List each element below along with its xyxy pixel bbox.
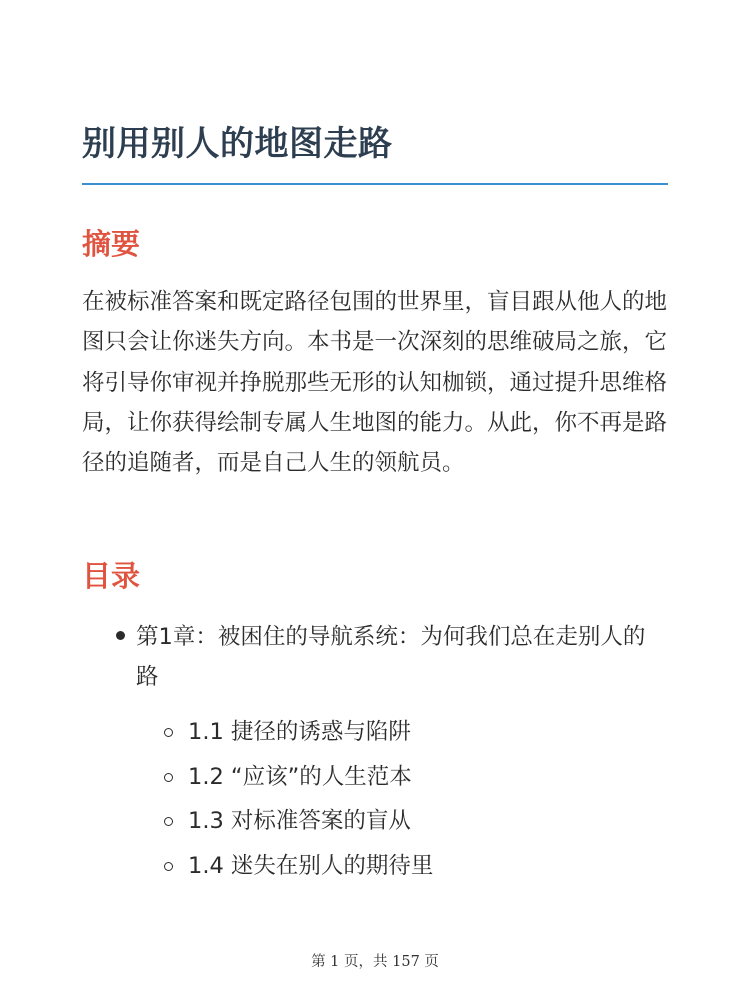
title-divider	[82, 183, 668, 185]
toc-section-item[interactable]	[82, 846, 668, 886]
hollow-bullet-icon	[164, 773, 173, 782]
toc-section-label: 1.4 迷失在别人的期待里	[188, 853, 434, 879]
bullet-dot-icon	[116, 631, 125, 640]
hollow-bullet-icon	[164, 817, 173, 826]
toc-section-label: 1.1 捷径的诱惑与陷阱	[188, 719, 411, 745]
toc-section-item[interactable]	[82, 801, 668, 841]
document-page	[82, 0, 668, 1000]
toc-section-item[interactable]	[82, 712, 668, 752]
toc-chapter-label: 第1章：被困住的导航系统：为何我们总在走别人的路	[136, 624, 646, 690]
page-number-footer: 第 1 页，共 157 页	[311, 954, 439, 970]
toc-heading: 目录	[82, 559, 141, 593]
toc-section-item[interactable]	[82, 757, 668, 797]
hollow-bullet-icon	[164, 728, 173, 737]
toc-section-label: 1.3 对标准答案的盲从	[188, 808, 411, 834]
document-title: 别用别人的地图走路	[82, 124, 393, 164]
abstract-paragraph: 在被标准答案和既定路径包围的世界里，盲目跟从他人的地图只会让你迷失方向。本书是一次深刻的思维破局之旅，它将引导你审视并挣脱那些无形的认知枷锁，通过提升思维格局，让你获得绘制专属人生地图的能力。从此，你不再是路径的追随者，而是自己人生的领航员。	[82, 289, 668, 477]
toc-section-label: 1.2 “应该”的人生范本	[188, 764, 412, 790]
hollow-bullet-icon	[164, 862, 173, 871]
abstract-heading: 摘要	[82, 227, 141, 261]
